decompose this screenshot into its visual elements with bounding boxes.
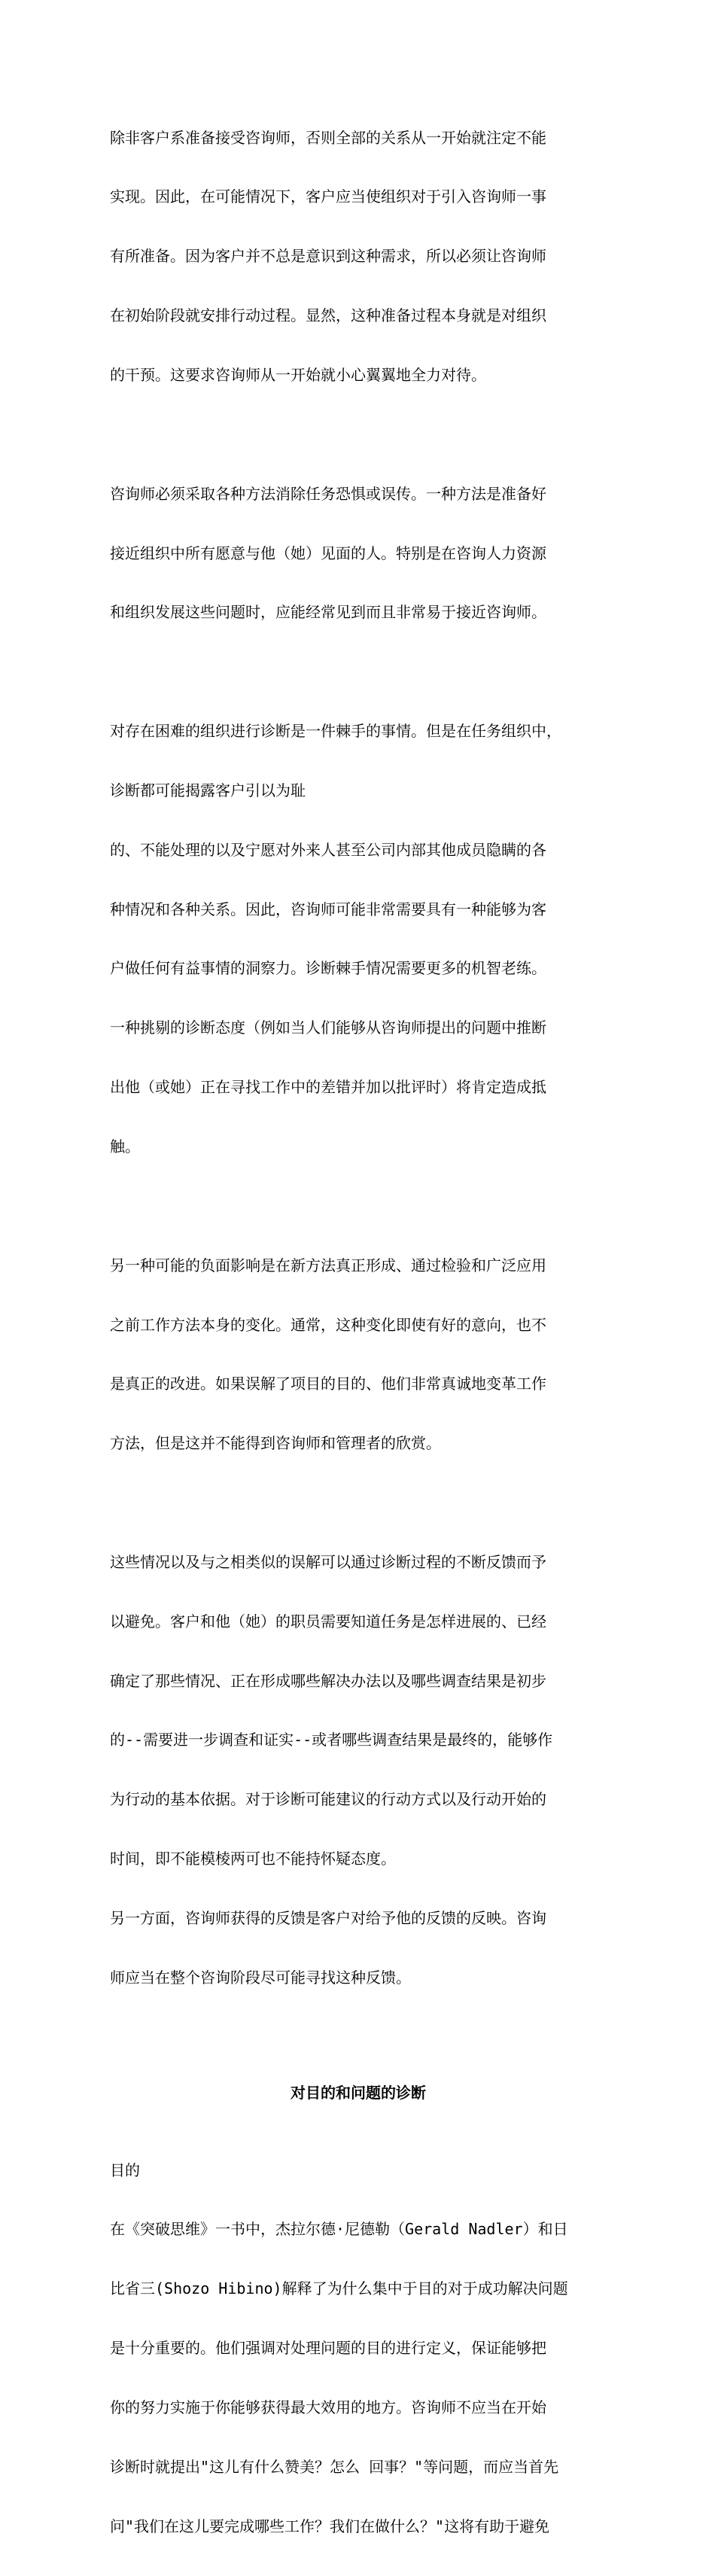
text-line: 为行动的基本依据。对于诊断可能建议的行动方式以及行动开始的	[110, 1790, 546, 1809]
section-heading: 对目的和问题的诊断	[291, 2083, 426, 2102]
text-line: 出他（或她）正在寻找工作中的差错并加以批评时）将肯定造成抵	[110, 1078, 546, 1097]
paragraph-1	[110, 88, 607, 425]
text-line: 方法，但是这并不能得到咨询师和管理者的欣赏。	[110, 1434, 441, 1453]
text-line: 实现。因此，在可能情况下，客户应当使组织对于引入咨询师一事	[110, 187, 546, 206]
text-line: 有所准备。因为客户并不总是意识到这种需求，所以必须让咨询师	[110, 247, 546, 266]
text-line: 一种挑剔的诊断态度（例如当人们能够从咨询师提出的问题中推断	[110, 1019, 546, 1037]
paragraph-2	[110, 444, 607, 662]
text-line: 时间，即不能模棱两可也不能持怀疑态度。	[110, 1850, 396, 1868]
text-line: 和组织发展这些问题时，应能经常见到而且非常易于接近咨询师。	[110, 603, 546, 622]
text-line: 的--需要进一步调查和证实--或者哪些调查结果是最终的，能够作	[110, 1731, 553, 1749]
text-line: 是十分重要的。他们强调对处理问题的目的进行定义，保证能够把	[110, 2339, 546, 2358]
text-line: 另一种可能的负面影响是在新方法真正形成、通过检验和广泛应用	[110, 1256, 546, 1274]
text-line: 另一方面，咨询师获得的反馈是客户对给予他的反馈的反映。咨询	[110, 1909, 546, 1928]
text-line: 的、不能处理的以及宁愿对外来人甚至公司内部其他成员隐瞒的各	[110, 840, 546, 859]
text-line: 问"我们在这儿要完成哪些工作？我们在做什么？"这将有助于避免	[110, 2517, 550, 2535]
text-line: 户做任何有益事情的洞察力。诊断棘手情况需要更多的机智老练。	[110, 959, 546, 978]
text-line: 是真正的改进。如果误解了项目的目的、他们非常真诚地变革工作	[110, 1375, 546, 1393]
text-line: 对存在困难的组织进行诊断是一件棘手的事情。但是在任务组织中，	[110, 721, 561, 740]
text-line: 种情况和各种关系。因此，咨询师可能非常需要具有一种能够为客	[110, 900, 546, 918]
text-line: 诊断时就提出"这儿有什么赞美？怎么 回事？"等问题，而应当首先	[110, 2457, 559, 2476]
text-line: 之前工作方法本身的变化。通常，这种变化即使有好的意向，也不	[110, 1315, 546, 1334]
text-line: 目的	[110, 2160, 140, 2179]
text-line: 诊断都可能揭露客户引以为耻	[110, 781, 306, 799]
paragraph-5	[110, 1512, 607, 2027]
document-page	[110, 88, 607, 2576]
text-line: 以避免。客户和他（她）的职员需要知道任务是怎样进展的、已经	[110, 1612, 546, 1631]
text-line: 师应当在整个咨询阶段尽可能寻找这种反馈。	[110, 1969, 411, 1987]
text-line: 在《突破思维》一书中，杰拉尔德·尼德勒（Gerald Nadler）和日	[110, 2220, 568, 2239]
paragraph-final	[110, 2121, 607, 2576]
text-line: 这些情况以及与之相类似的误解可以通过诊断过程的不断反馈而予	[110, 1552, 546, 1571]
paragraph-3	[110, 681, 607, 1196]
text-line: 的干预。这要求咨询师从一开始就小心翼翼地全力对待。	[110, 366, 486, 385]
text-line: 触。	[110, 1137, 140, 1156]
text-line: 比省三(Shozo Hibino)解释了为什么集中于目的对于成功解决问题	[110, 2279, 568, 2298]
text-line: 你的努力实施于你能够获得最大效用的地方。咨询师不应当在开始	[110, 2398, 546, 2417]
text-line: 除非客户系准备接受咨询师，否则全部的关系从一开始就注定不能	[110, 128, 546, 147]
paragraph-4	[110, 1216, 607, 1493]
text-line: 咨询师必须采取各种方法消除任务恐惧或误传。一种方法是准备好	[110, 484, 546, 503]
text-line: 接近组织中所有愿意与他（她）见面的人。特别是在咨询人力资源	[110, 544, 546, 562]
text-line: 确定了那些情况、正在形成哪些解决办法以及哪些调查结果是初步	[110, 1671, 546, 1690]
text-line: 在初始阶段就安排行动过程。显然，这种准备过程本身就是对组织	[110, 306, 546, 325]
